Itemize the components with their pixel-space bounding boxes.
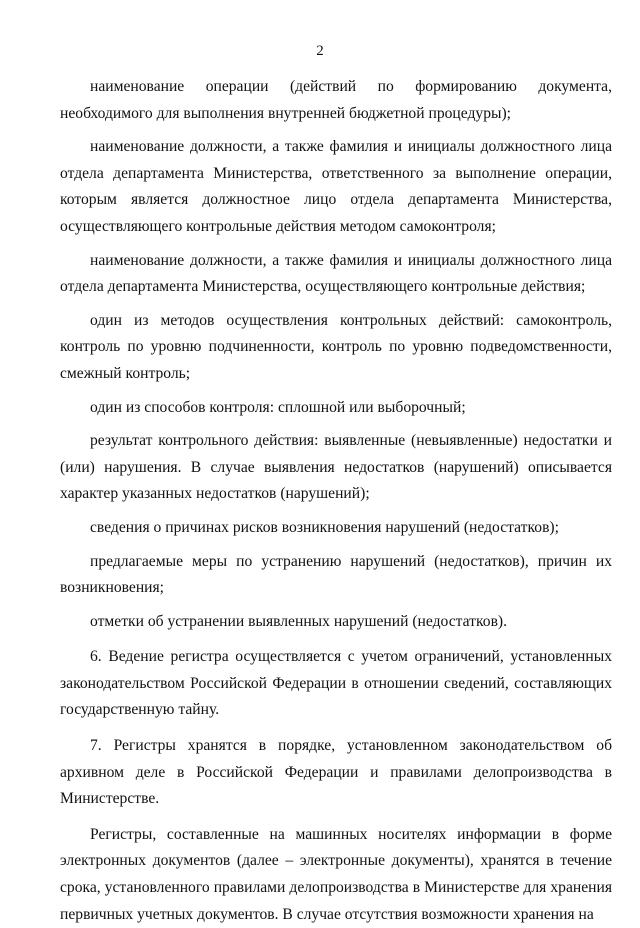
paragraph-control-result: результат контрольного действия: выявленные (невыявленные) недостатки и (или) нарушения. В случае выявления недостатков (нарушений) описывается характер указанных недостатков (нарушений); <box>60 432 612 503</box>
paragraph-risk-causes: сведения о причинах рисков возникновения нарушений (недостатков); <box>90 518 559 536</box>
document-body <box>60 74 612 928</box>
paragraph-controlling-official: наименование должности, а также фамилия и инициалы должностного лица отдела департамента Министерства, осуществляющего контрольные действия; <box>60 251 612 296</box>
paragraph-proposed-measures: предлагаемые меры по устранению нарушений (недостатков), причин их возникновения; <box>60 552 612 597</box>
paragraph-remediation-marks: отметки об устранении выявленных нарушений (недостатков). <box>90 612 508 630</box>
page-number: 2 <box>316 43 324 59</box>
paragraph-electronic-registers: Регистры, составленные на машинных носителях информации в форме электронных документов (далее – электронные документы), хранятся в течение срока, установленного правилами делопроизводства в Министерстве для хранения первичных учетных документов. В случае отсутствия возможности хранения на <box>60 825 612 923</box>
paragraph-control-mode: один из способов контроля: сплошной или выборочный; <box>90 398 466 416</box>
paragraph-operation-name: наименование операции (действий по формированию документа, необходимого для выполнения внутренней бюджетной процедуры); <box>60 78 612 122</box>
paragraph-responsible-official: наименование должности, а также фамилия и инициалы должностного лица отдела департамента Министерства, ответственного за выполнение операции, которым является должностное лицо отдела департамента Министерства, осуществляющего контрольные действия методом самоконтроля; <box>60 138 612 235</box>
paragraph-section-7: 7. Регистры хранятся в порядке, установленном законодательством об архивном деле в Российской Федерации и правилами делопроизводства в Министерстве. <box>60 737 612 808</box>
paragraph-control-method: один из методов осуществления контрольных действий: самоконтроль, контроль по уровню подчиненности, контроль по уровню подведомственности, смежный контроль; <box>60 311 612 382</box>
paragraph-section-6: 6. Ведение регистра осуществляется с учетом ограничений, установленных законодательством Российской Федерации в отношении сведений, составляющих государственную тайну. <box>60 648 612 719</box>
